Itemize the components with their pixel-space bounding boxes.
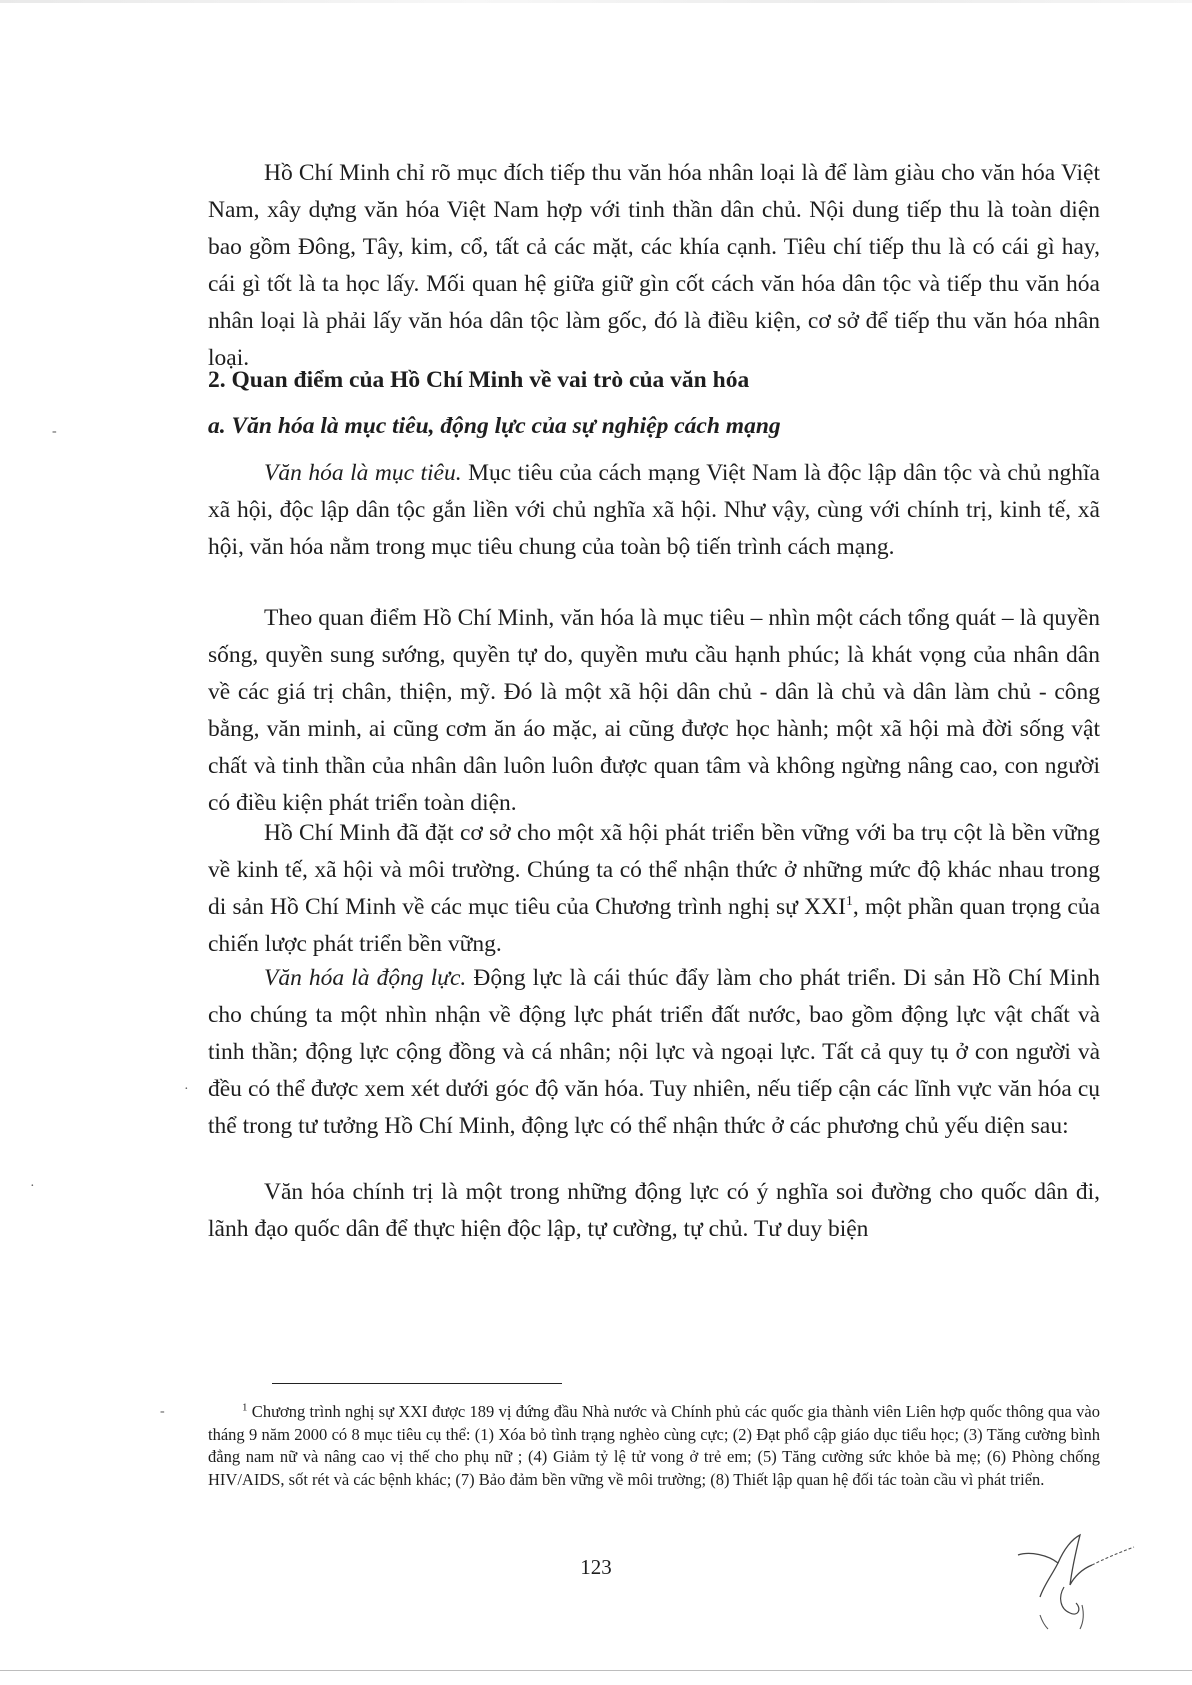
- paragraph-culture-driver: [208, 960, 1100, 1145]
- scan-bottom-edge: [0, 1670, 1192, 1671]
- page-number: 123: [580, 1555, 612, 1579]
- paragraph-culture-goal: [208, 455, 1100, 566]
- paragraph-body-sustainable-end: , một phần quan trọng của chiến lược phát triển bền vững.: [208, 894, 1100, 957]
- footnote-reference[interactable]: 1: [845, 894, 853, 910]
- paragraph-hcm-viewpoint: Theo quan điểm Hồ Chí Minh, văn hóa là mục tiêu – nhìn một cách tổng quát – là quyền sống, quyền sung sướng, quyền tự do, quyền mưu cầu hạnh phúc; là khát vọng của nhân dân về các giá trị chân, thiện, mỹ. Đó là một xã hội dân chủ - dân là chủ và dân làm chủ - công bằng, văn minh, ai cũng cơm ăn áo mặc, ai cũng được học hành; một xã hội mà đời sống vật chất và tinh thần của nhân dân luôn luôn được quan tâm và không ngừng nâng cao, con người có điều kiện phát triển toàn diện.: [208, 605, 1100, 816]
- section-heading-2: 2. Quan điểm của Hồ Chí Minh về vai trò của văn hóa: [208, 367, 750, 393]
- margin-mark: ‐: [160, 1404, 165, 1419]
- scan-top-edge: [0, 0, 1192, 3]
- handwritten-signature: [1000, 1525, 1140, 1635]
- footnote-divider: [272, 1383, 562, 1384]
- paragraph-body-goal: Mục tiêu của cách mạng Việt Nam là độc lập dân tộc và chủ nghĩa xã hội, độc lập dân tộc gắn liền với chủ nghĩa xã hội. Như vậy, cùng với chính trị, kinh tế, xã hội, văn hóa nằm trong mục tiêu chung của toàn bộ tiến trình cách mạng.: [208, 460, 1100, 560]
- paragraph-sustainable-development: [208, 815, 1100, 963]
- subsection-heading-a: a. Văn hóa là mục tiêu, động lực của sự nghiệp cách mạng: [208, 413, 781, 439]
- paragraph-acquisition: Hồ Chí Minh chỉ rõ mục đích tiếp thu văn hóa nhân loại là để làm giàu cho văn hóa Việt Nam, xây dựng văn hóa Việt Nam hợp với tinh thần dân chủ. Nội dung tiếp thu là toàn diện bao gồm Đông, Tây, kim, cổ, tất cả các mặt, các khía cạnh. Tiêu chí tiếp thu là có cái gì hay, cái gì tốt là ta học lấy. Mối quan hệ giữa giữ gìn cốt cách văn hóa dân tộc và tiếp thu văn hóa nhân loại là phải lấy văn hóa dân tộc làm gốc, đó là điều kiện, cơ sở để tiếp thu văn hóa nhân loại.: [208, 160, 1100, 371]
- paragraph-lead-driver: Văn hóa là động lực.: [264, 965, 467, 991]
- paragraph-body-driver: Động lực là cái thúc đẩy làm cho phát triển. Di sản Hồ Chí Minh cho chúng ta một nhìn nhận về động lực phát triển đất nước, bao gồm động lực vật chất và tinh thần; động lực cộng đồng và cá nhân; nội lực và ngoại lực. Tất cả quy tụ ở con người và đều có thể được xem xét dưới góc độ văn hóa. Tuy nhiên, nếu tiếp cận các lĩnh vực văn hóa cụ thể trong tư tưởng Hồ Chí Minh, động lực có thể nhận thức ở các phương chủ yếu diện sau:: [208, 965, 1100, 1139]
- footnote: [208, 1401, 1100, 1491]
- margin-mark: ·: [30, 1179, 35, 1194]
- footnote-marker: 1: [242, 1401, 248, 1414]
- paragraph-body-sustainable: Hồ Chí Minh đã đặt cơ sở cho một xã hội phát triển bền vững với ba trụ cột là bền vững về kinh tế, xã hội và môi trường. Chúng ta có thể nhận thức ở những mức độ khác nhau trong di sản Hồ Chí Minh về các mục tiêu của Chương trình nghị sự XXI: [208, 820, 1100, 920]
- footnote-text: Chương trình nghị sự XXI được 189 vị đứng đầu Nhà nước và Chính phủ các quốc gia thành viên Liên hợp quốc thông qua vào tháng 9 năm 2000 có 8 mục tiêu cụ thể: (1) Xóa bỏ tình trạng nghèo cùng cực; (2) Đạt phổ cập giáo dục tiểu học; (3) Tăng cường bình đẳng nam nữ và nâng cao vị thế cho phụ nữ ; (4) Giảm tỷ lệ tử vong ở trẻ em; (5) Tăng cường sức khỏe bà mẹ; (6) Phòng chống HIV/AIDS, sốt rét và các bệnh khác; (7) Bảo đảm bền vững về môi trường; (8) Thiết lập quan hệ đối tác toàn cầu vì phát triển.: [208, 1402, 1100, 1489]
- paragraph-lead-goal: Văn hóa là mục tiêu.: [264, 460, 462, 486]
- paragraph-political-culture: Văn hóa chính trị là một trong những động lực có ý nghĩa soi đường cho quốc dân đi, lãnh đạo quốc dân để thực hiện độc lập, tự cường, tự chủ. Tư duy biện: [208, 1179, 1100, 1242]
- margin-mark: ·: [184, 1082, 189, 1097]
- margin-mark: ‐: [52, 424, 57, 439]
